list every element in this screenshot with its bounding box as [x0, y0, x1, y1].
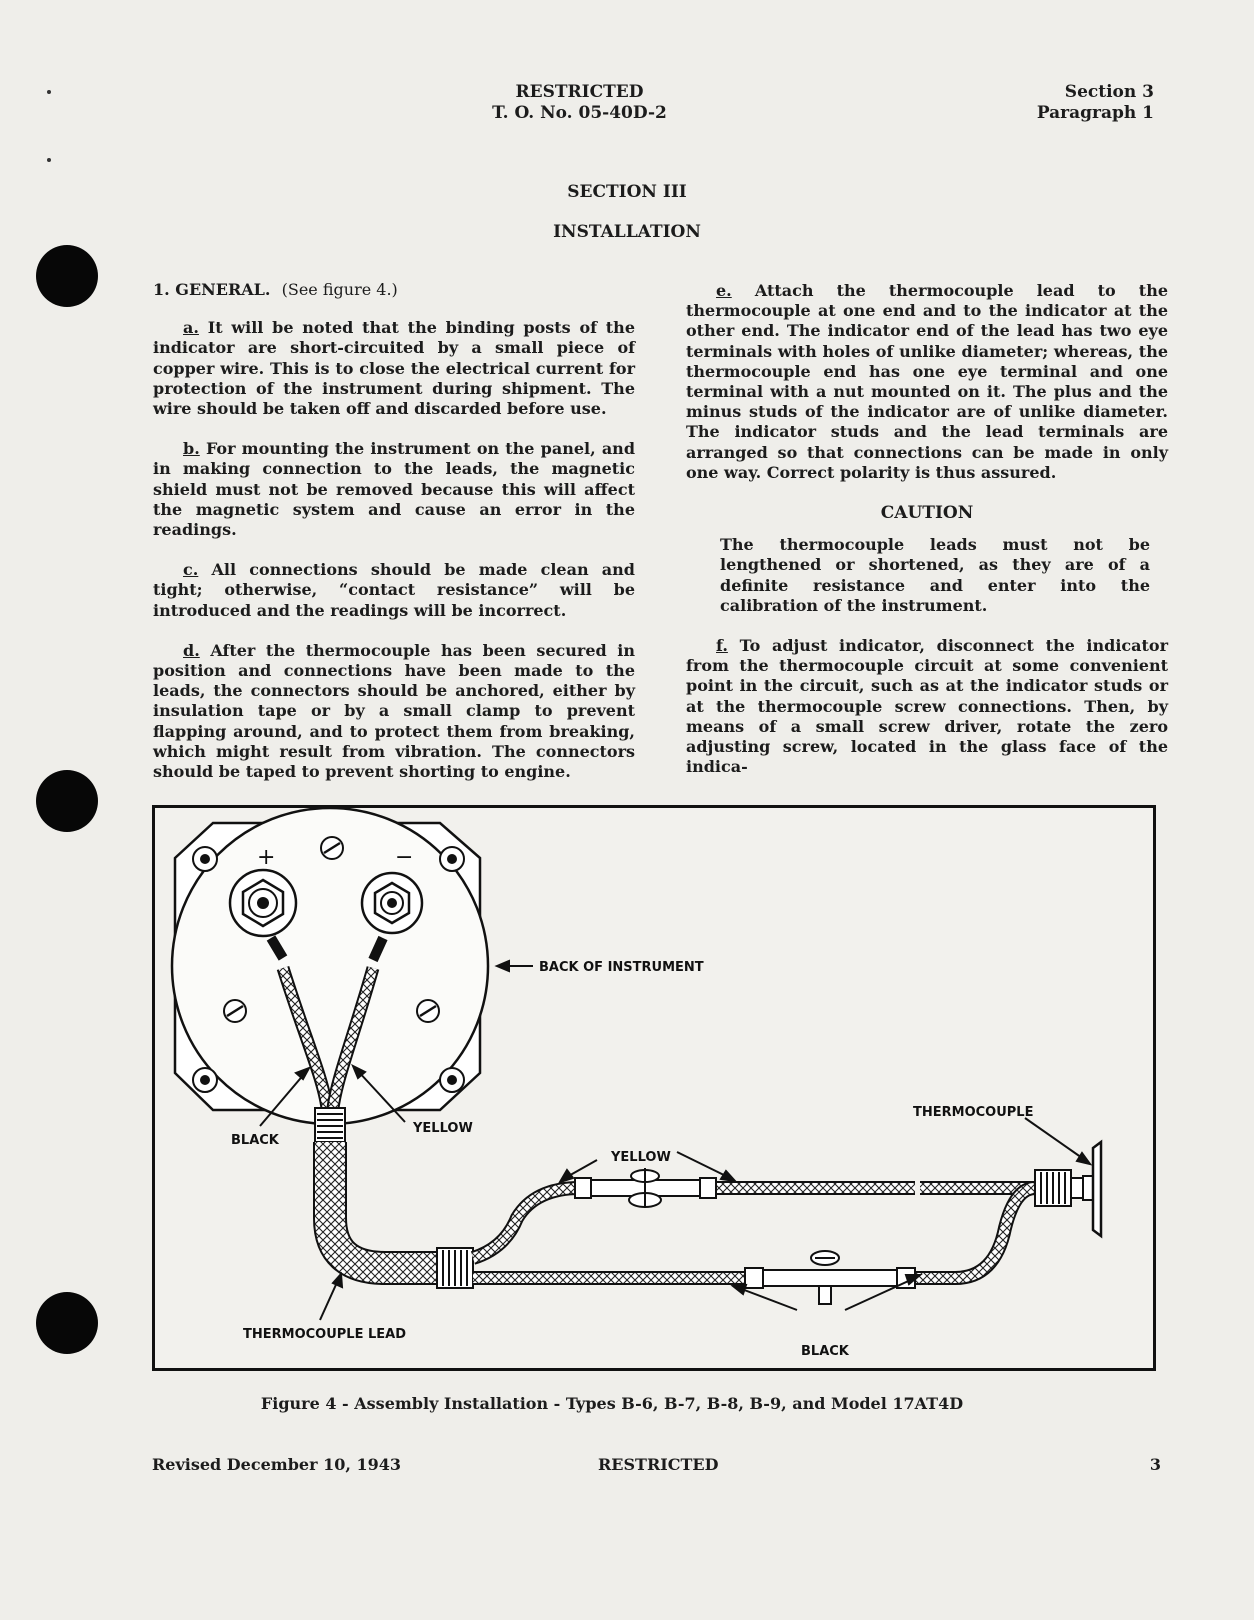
- left-column: [153, 280, 635, 802]
- footer-restricted: RESTRICTED: [598, 1455, 719, 1474]
- paragraph-a: a. It will be noted that the binding posts of the indicator are short-circuited by a small piece of copper wire. This is to close the electrical current for protection of the instrument during shipment. The wire should be taken off and discarded before use.: [153, 318, 635, 419]
- figure-4: [152, 805, 1156, 1371]
- small-screw-top: [321, 837, 343, 859]
- label-thermocouple: THERMOCOUPLE: [913, 1105, 1034, 1120]
- thermocouple-fitting: [1035, 1142, 1101, 1236]
- yellow-lead: [473, 1168, 1035, 1258]
- mounting-screw-tr: [440, 847, 464, 871]
- right-column: [686, 281, 1168, 797]
- general-heading: 1. GENERAL. (See figure 4.): [153, 280, 398, 299]
- small-screw-left: [224, 1000, 246, 1022]
- label-black-top: BLACK: [231, 1133, 279, 1148]
- minus-sign: −: [395, 845, 414, 870]
- header-restricted: RESTRICTED: [515, 82, 644, 102]
- label-back-of-instrument: BACK OF INSTRUMENT: [539, 960, 704, 975]
- black-lead: [473, 1188, 1035, 1304]
- mounting-screw-br: [440, 1068, 464, 1092]
- header-to-number: T. O. No. 05-40D-2: [492, 103, 667, 123]
- label-thermocouple-lead: THERMOCOUPLE LEAD: [243, 1327, 407, 1342]
- footer-page-number: 3: [1149, 1455, 1161, 1474]
- label-yellow-top: YELLOW: [413, 1121, 473, 1136]
- paragraph-b: b. For mounting the instrument on the panel, and in making connection to the leads, the magnetic shield must not be removed because this will affect the magnetic system and cause an error in the readings.: [153, 439, 636, 540]
- label-black-bottom: BLACK: [801, 1344, 849, 1359]
- minus-stud: [362, 873, 422, 933]
- figure-caption: Figure 4 - Assembly Installation - Types B-6, B-7, B-8, B-9, and Model 17AT4D: [260, 1394, 964, 1413]
- footer-revised: Revised December 10, 1943: [152, 1455, 402, 1474]
- header-section: Section 3: [1064, 82, 1154, 102]
- small-screw-right: [417, 1000, 439, 1022]
- punch-hole-bottom: [36, 1292, 98, 1354]
- assembly-diagram: [155, 808, 1153, 1368]
- mounting-screw-bl: [193, 1068, 217, 1092]
- speck: [47, 158, 51, 162]
- punch-hole-top: [36, 245, 98, 307]
- paragraph-d: d. After the thermocouple has been secured in position and connections have been made to the leads, the connectors should be anchored, either by insulation tape or by a small clamp to prevent flapping around, and to protect them from breaking, which might result from vibration. The connectors should be taped to prevent shorting to engine.: [153, 640, 635, 782]
- header-paragraph: Paragraph 1: [1036, 103, 1154, 123]
- caution-title: CAUTION: [880, 503, 974, 524]
- paragraph-c: c. All connections should be made clean and tight; otherwise, “contact resistance” will be introduced and the readings will be incorrect.: [153, 560, 635, 620]
- paragraph-e: e. Attach the thermocouple lead to the thermocouple at one end and to the indicator at the other end. The indicator end of the lead has two eye terminals with holes of unlike diameter; whereas, the thermocouple end has one eye terminal and one terminal with a nut mounted on it. The plus and the minus studs of the indicator are of unlike diameter. The indicator studs and the lead terminals are arranged so that connections can be made in only one way. Correct polarity is thus assured.: [686, 281, 1169, 482]
- caution-text: The thermocouple leads must not be lengthened or shortened, as they are of a definite resistance and enter into the calibration of the instrument.: [720, 535, 1150, 615]
- page-header-right: [1037, 82, 1154, 124]
- label-yellow-mid: YELLOW: [611, 1150, 671, 1165]
- paragraph-f: f. To adjust indicator, disconnect the indicator from the thermocouple circuit at some convenient point in the circuit, such as at the indicator studs or at the thermocouple screw connections. Then, by means of a small screw driver, rotate the zero adjusting screw, located in the glass face of the indica-: [686, 636, 1169, 777]
- plus-sign: +: [257, 845, 276, 870]
- mounting-screw-tl: [193, 847, 217, 871]
- instrument-back: [172, 808, 488, 1124]
- thermocouple-lead-cable: [330, 1142, 473, 1288]
- section-subtitle: INSTALLATION: [553, 222, 701, 242]
- plus-stud: [230, 870, 296, 936]
- section-title: SECTION III: [567, 182, 687, 202]
- punch-hole-middle: [36, 770, 98, 832]
